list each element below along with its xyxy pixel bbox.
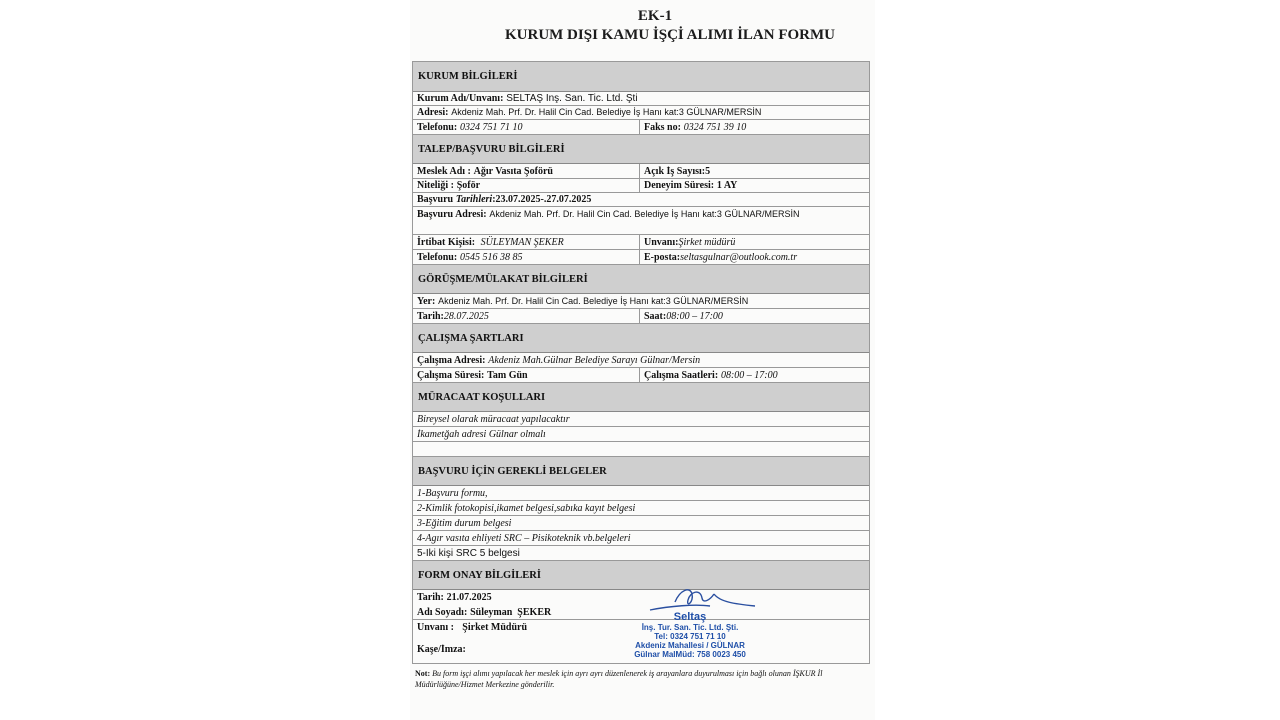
row-kurum-tel [413,120,869,135]
section-muracaat: MÜRACAAT KOŞULLARI [413,383,869,412]
value: seltasgulnar@outlook.com.tr [680,251,798,263]
list-item [413,516,869,531]
label: Niteliği : [417,180,454,191]
empty-row [413,442,869,457]
stamp-line: İnş. Tur. San. Tic. Ltd. Şti. [641,623,739,632]
section-gorusme: GÖRÜŞME/MÜLAKAT BİLGİLERİ [413,265,869,294]
label: Kurum Adı/Unvanı: [417,93,504,104]
value: 1 AY [716,180,738,191]
list-item [413,412,869,427]
section-onay: FORM ONAY BİLGİLERİ [413,561,869,590]
section-kurum: KURUM BİLGİLERİ [413,62,869,92]
row-kurum-adres [413,106,869,120]
stamp-line: Tel: 0324 751 71 10 [654,632,726,641]
value: 0324 751 39 10 [683,121,747,133]
row-gorusme-yer [413,294,869,309]
value: SÜLEYMAN ŞEKER [480,236,564,248]
label: İrtibat Kişisi: [417,236,476,248]
list-item [413,501,869,516]
value: Şirket Müdürü [462,622,528,633]
label: Telefonu: [417,121,458,133]
row-kurum-ad [413,92,869,106]
label: Deneyim Süresi: [644,180,715,191]
value: Şoför [456,180,481,191]
note-text: Bu form işçi alımı yapılacak her meslek için ayrı ayrı düzenlenerek iş arayanlara duyurulması için bağlı olunan İŞKUR İl Müdürlüğüne/Hizmet Merkezine gönderilir. [415,669,823,689]
label: Çalışma Adresi: [417,354,486,366]
label: Başvuru [417,194,454,205]
label: Başvuru Adresi: [417,209,487,220]
belge-item: 4-Agır vasıta ehliyeti SRC – Pisikoteknik vb.belgeleri [417,532,631,544]
label: Unvanı: [644,236,679,248]
section-belgeler: BAŞVURU İÇİN GEREKLİ BELGELER [413,457,869,486]
list-item [413,486,869,501]
value: :23.07.2025-.27.07.2025 [492,194,592,205]
label: Saat: [644,310,667,322]
value: Akdeniz Mah. Prf. Dr. Halil Cin Cad. Belediye İş Hanı kat:3 GÜLNAR/MERSİN [438,295,749,306]
row-basvuru-adres [413,207,869,235]
form-table [412,61,870,664]
value: 0545 516 38 85 [459,251,523,263]
row-calisma-adres [413,353,869,368]
value: Şirket müdürü [678,236,736,248]
muracaat-item: Bireysel olarak müracaat yapılacaktır [417,413,570,425]
value: 0324 751 71 10 [459,121,523,133]
label: Telefonu: [417,251,458,263]
label: E-posta: [644,251,681,263]
value: Süleyman ŞEKER [470,606,552,618]
value: 08:00 – 17:00 [666,310,723,322]
form-document [410,0,875,720]
label: Adresi: [417,107,449,118]
label: Adı Soyadı: [417,606,468,618]
label: Unvanı : [417,622,454,633]
label: Açık İş Sayısı: [644,165,706,177]
belge-item: 2-Kimlik fotokopisi,ikamet belgesi,sabıka kayıt belgesi [417,502,636,514]
value: Akdeniz Mah. Prf. Dr. Halil Cin Cad. Belediye İş Hanı kat:3 GÜLNAR/MERSİN [489,209,800,219]
note-label: Not: [415,669,431,678]
section-talep: TALEP/BAŞVURU BİLGİLERİ [413,135,869,164]
section-calisma: ÇALIŞMA ŞARTLARI [413,324,869,353]
footnote [415,668,877,690]
label: Meslek Adı : [417,165,471,177]
company-stamp [615,611,765,659]
value: Tam Gün [487,369,528,381]
value: 28.07.2025 [443,310,489,322]
row-irtibat [413,235,869,250]
belge-item: 3-Eğitim durum belgesi [417,517,512,529]
row-nitelik [413,179,869,193]
form-title: KURUM DIŞI KAMU İŞÇİ ALIMI İLAN FORMU [504,27,835,43]
belge-item: 5-İki kişi SRC 5 belgesi [417,547,520,559]
label: Tarih: [417,310,444,322]
label: Kaşe/İmza: [417,643,466,655]
label: Tarih: [417,592,444,603]
value: Ağır Vasıta Şoförü [473,165,553,177]
label: Çalışma Süresi: [417,369,485,381]
stamp-line: Gülnar MalMüd: 758 0023 450 [634,650,746,659]
value: 5 [705,165,711,177]
value: SELTAŞ İnş. San. Tic. Ltd. Şti [506,93,638,104]
row-gorusme-tarih [413,309,869,324]
value: Akdeniz Mah.Gülnar Belediye Sarayı Gülnar/Mersin [488,354,701,366]
belge-item: 1-Başvuru formu, [417,487,488,499]
value: 21.07.2025 [446,592,492,603]
row-calisma-sure [413,368,869,383]
stamp-name: Seltaş [673,611,707,623]
label: Tarihleri [455,194,493,205]
list-item [413,546,869,561]
row-meslek [413,164,869,179]
form-code: EK-1 [637,8,673,24]
label: Faks no: [644,121,681,133]
stamp-line: Akdeniz Mahallesi / GÜLNAR [635,641,745,650]
value: Akdeniz Mah. Prf. Dr. Halil Cin Cad. Belediye İş Hanı kat:3 GÜLNAR/MERSİN [451,107,762,117]
label: Çalışma Saatleri: [644,369,719,381]
row-irtibat-tel [413,250,869,265]
row-basvuru-tarih [413,193,869,207]
label: Yer: [417,295,436,307]
value: 08:00 – 17:00 [720,369,778,381]
list-item [413,427,869,442]
list-item [413,531,869,546]
muracaat-item: İkametğah adresi Gülnar olmalı [417,428,546,440]
